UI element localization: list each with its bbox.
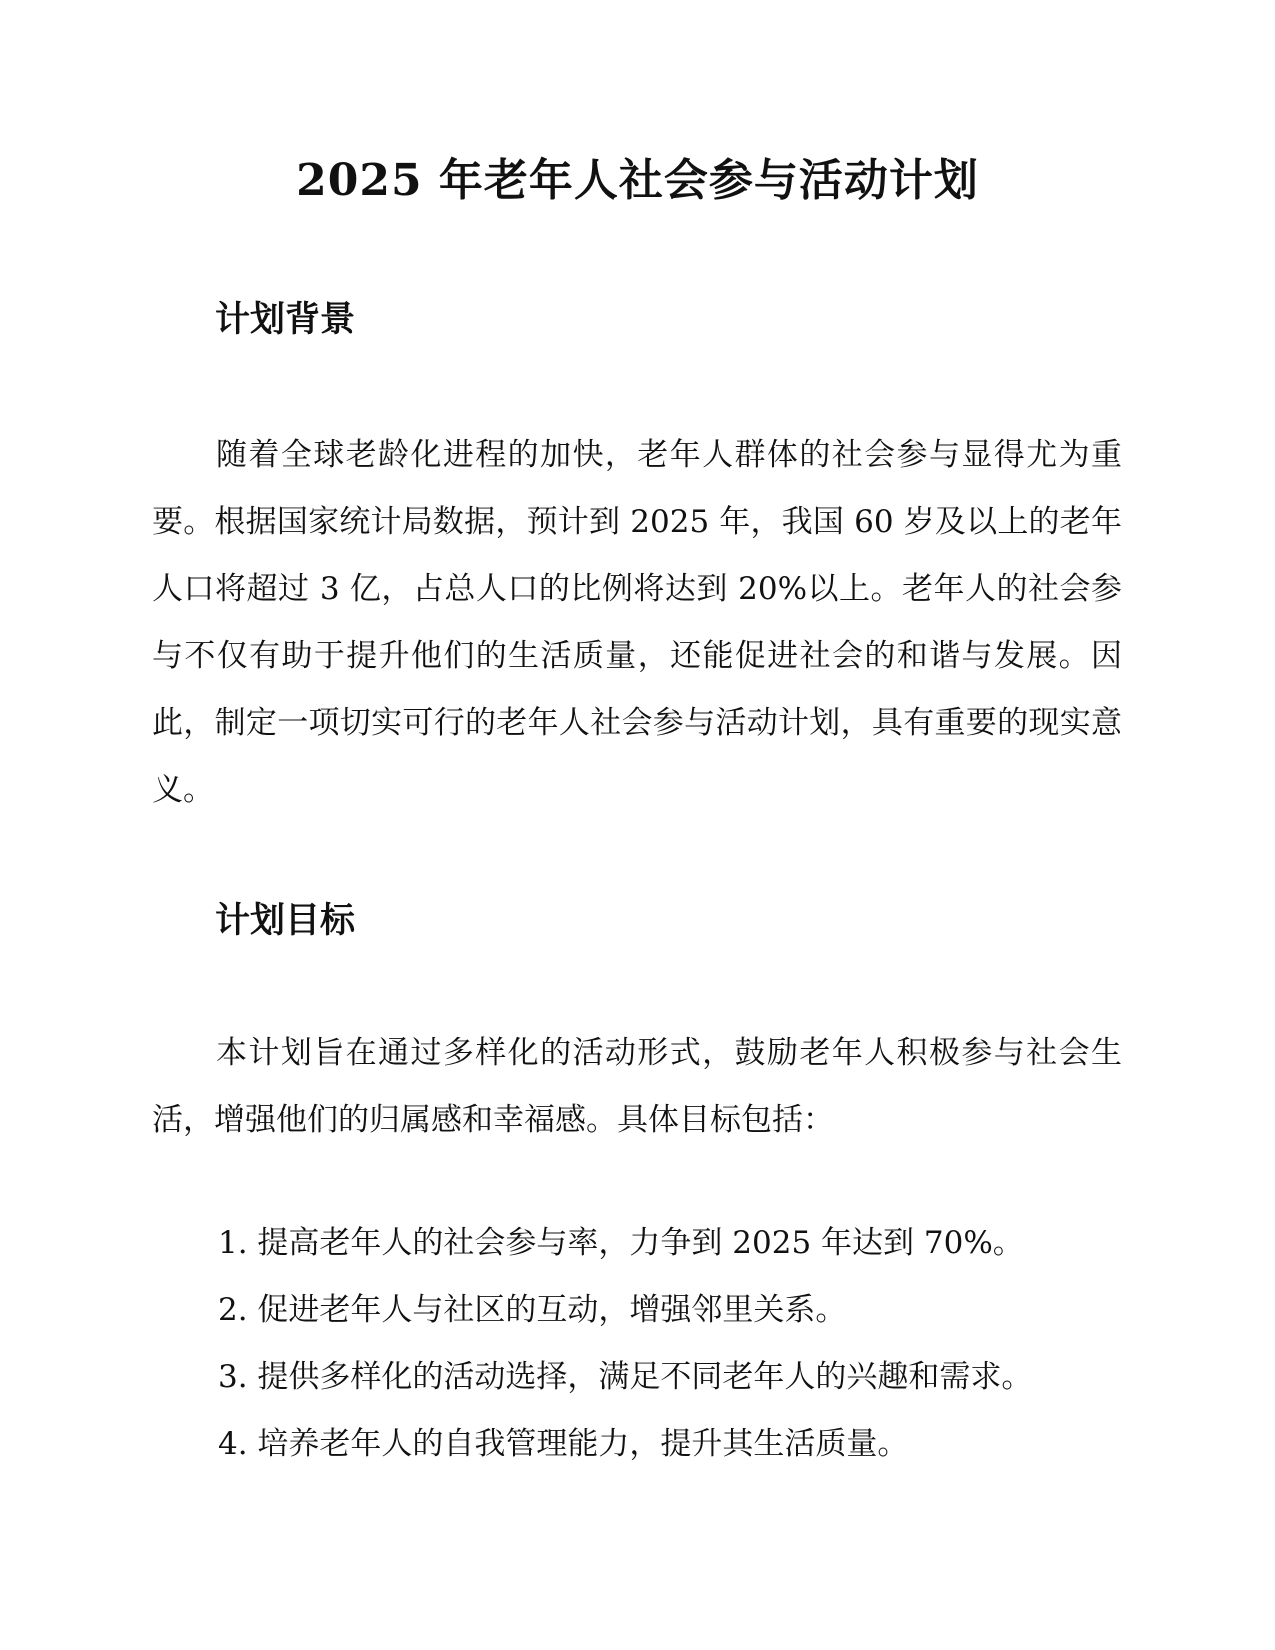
section-heading-background: 计划背景 [215, 300, 356, 340]
goal-item-3: 3. 提供多样化的活动选择，满足不同老年人的兴趣和需求。 [218, 1359, 1033, 1395]
section-heading-goals: 计划目标 [215, 901, 356, 941]
document-title: 2025 年老年人社会参与活动计划 [296, 155, 979, 206]
goal-item-4: 4. 培养老年人的自我管理能力，提升其生活质量。 [218, 1426, 909, 1462]
goals-list [218, 1210, 1118, 1478]
goals-intro-paragraph: 本计划旨在通过多样化的活动形式，鼓励老年人积极参与社会生活，增强他们的归属感和幸福感。具体目标包括： [152, 1035, 1122, 1138]
goal-item-1: 1. 提高老年人的社会参与率，力争到 2025 年达到 70%。 [218, 1225, 1024, 1261]
goal-item-2: 2. 促进老年人与社区的互动，增强邻里关系。 [218, 1292, 847, 1328]
background-paragraph: 随着全球老龄化进程的加快，老年人群体的社会参与显得尤为重要。根据国家统计局数据，预计到 2025 年，我国 60 岁及以上的老年人口将超过 3 亿，占总人口的比例将达到 20%以上。老年人的社会参与不仅有助于提升他们的生活质量，还能促进社会的和谐与发展。因此，制定一项切实可行的老年人社会参与活动计划，具有重要的现实意义。 [152, 437, 1122, 808]
